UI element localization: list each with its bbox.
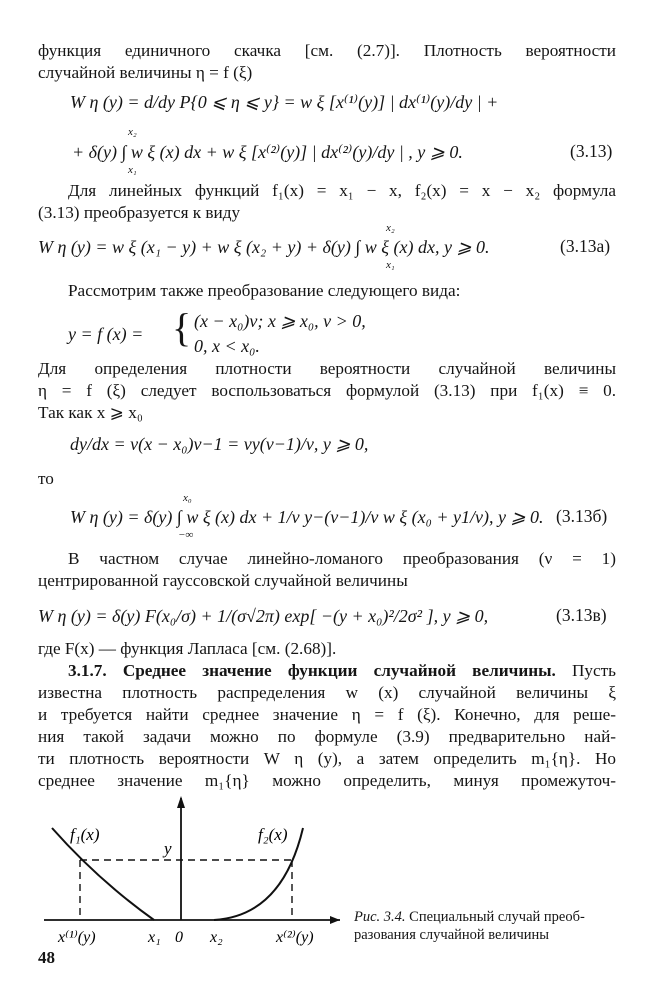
caption-prefix: Рис. 3.4. (354, 909, 406, 925)
label-f2: f₂(x) (258, 825, 288, 844)
equation-3-13b: W η (y) = δ(y) ∫ w ξ (x) dx + 1/ν y−(ν−1)/ν w ξ (x₀ + y1/ν), y ⩾ 0. (70, 507, 544, 527)
equation-3-13v: W η (y) = δ(y) F(x₀/σ) + 1/(σ√2π) exp[ −(y + x₀)²/2σ² ], y ⩾ 0, (38, 606, 489, 626)
integral-lower-limit-3: −∞ (178, 529, 194, 541)
transformation-case-2: 0, x < x₀. (194, 336, 260, 356)
equation-3-13-line2-text: + δ(y) ∫ w ξ (x) dx + w ξ [x⁽²⁾(y)] | dx⁽²⁾(y)/dy | , y ⩾ 0. (72, 142, 463, 162)
caption-text: Специальный случай преоб- (409, 909, 585, 925)
equation-3-13a: W η (y) = w ξ (x₁ − y) + w ξ (x₂ + y) + δ(y) ∫ w ξ (x) dx, y ⩾ 0. (38, 237, 490, 257)
integral-upper-limit-1: x₂ (128, 126, 137, 138)
integral-upper-limit-2: x₂ (386, 222, 395, 234)
y-axis-arrow (177, 796, 185, 808)
section-heading: 3.1.7. Среднее значение функции случайной величины. (68, 661, 556, 680)
text-line-18: среднее значение m₁{η} можно определить, минуя промежуточ- (38, 771, 616, 790)
equation-number-3-13: (3.13) (570, 141, 613, 161)
label-x1: x₁ (148, 929, 161, 946)
label-y: y (164, 839, 172, 858)
label-x2: x₂ (210, 929, 223, 946)
section-heading-rest: Пусть (555, 661, 616, 680)
caption-text-2: разования случайной величины (354, 927, 550, 943)
integral-upper-limit-3: x₀ (183, 492, 192, 504)
integral-lower-limit-1: x₁ (128, 164, 137, 176)
equation-number-3-13a: (3.13а) (560, 236, 611, 256)
label-origin: 0 (175, 929, 183, 946)
text-line-1: функция единичного скачка [см. (2.7)]. Плотность вероятности (38, 41, 616, 60)
derivative-equation: dy/dx = ν(x − x₀)ν−1 = νy(ν−1)/ν, y ⩾ 0, (70, 434, 369, 454)
equation-number-3-13b: (3.13б) (556, 506, 608, 526)
text-line-11: центрированной гауссовской случайной величины (38, 571, 408, 590)
label-x2y: x⁽²⁾(y) (276, 929, 314, 946)
text-line-17: ти плотность вероятности W η (y), а затем определить m₁{η}. Но (38, 749, 616, 768)
figure-caption (354, 908, 624, 944)
integral-lower-limit-2: x₁ (386, 259, 395, 271)
text-line-6: Для определения плотности вероятности случайной величины (38, 359, 616, 378)
text-line-3: Для линейных функций f₁(x) = x₁ − x, f₂(x) = x − x₂ формула (68, 181, 616, 200)
x-axis-arrow (330, 916, 340, 924)
text-line-9: то (38, 469, 54, 488)
label-x1y: x⁽¹⁾(y) (58, 929, 96, 946)
text-line-15: и требуется найти среднее значение η = f (ξ). Конечно, для реше- (38, 705, 616, 724)
page-number: 48 (38, 948, 55, 967)
text-line-12: где F(x) — функция Лапласа [см. (2.68)]. (38, 639, 337, 658)
equation-number-3-13v: (3.13в) (556, 605, 607, 625)
text-line-4: (3.13) преобразуется к виду (38, 203, 241, 222)
curve-f1 (52, 828, 154, 920)
transformation-case-1: (x − x₀)ν; x ⩾ x₀, ν > 0, (194, 311, 366, 331)
text-line-10: В частном случае линейно-ломаного преобразования (ν = 1) (68, 549, 616, 568)
transformation-lhs: y = f (x) = (68, 324, 144, 344)
text-line-14: известна плотность распределения w (x) случайной величины ξ (38, 683, 616, 702)
label-f1: f₁(x) (70, 825, 100, 844)
text-line-2: случайной величины η = f (ξ) (38, 63, 253, 82)
text-line-7: η = f (ξ) следует воспользоваться формулой (3.13) при f₁(x) ≡ 0. (38, 381, 616, 400)
left-brace: { (172, 305, 192, 350)
text-line-16: ния такой задачи можно по формуле (3.9) предварительно най- (38, 727, 616, 746)
text-line-8: Так как x ⩾ x₀ (38, 403, 143, 422)
text-line-5: Рассмотрим также преобразование следующего вида: (68, 281, 461, 300)
equation-3-13-line1-text: W η (y) = d/dy P{0 ⩽ η ⩽ y} = w ξ [x⁽¹⁾(y)] | dx⁽¹⁾(y)/dy | + (70, 92, 499, 112)
